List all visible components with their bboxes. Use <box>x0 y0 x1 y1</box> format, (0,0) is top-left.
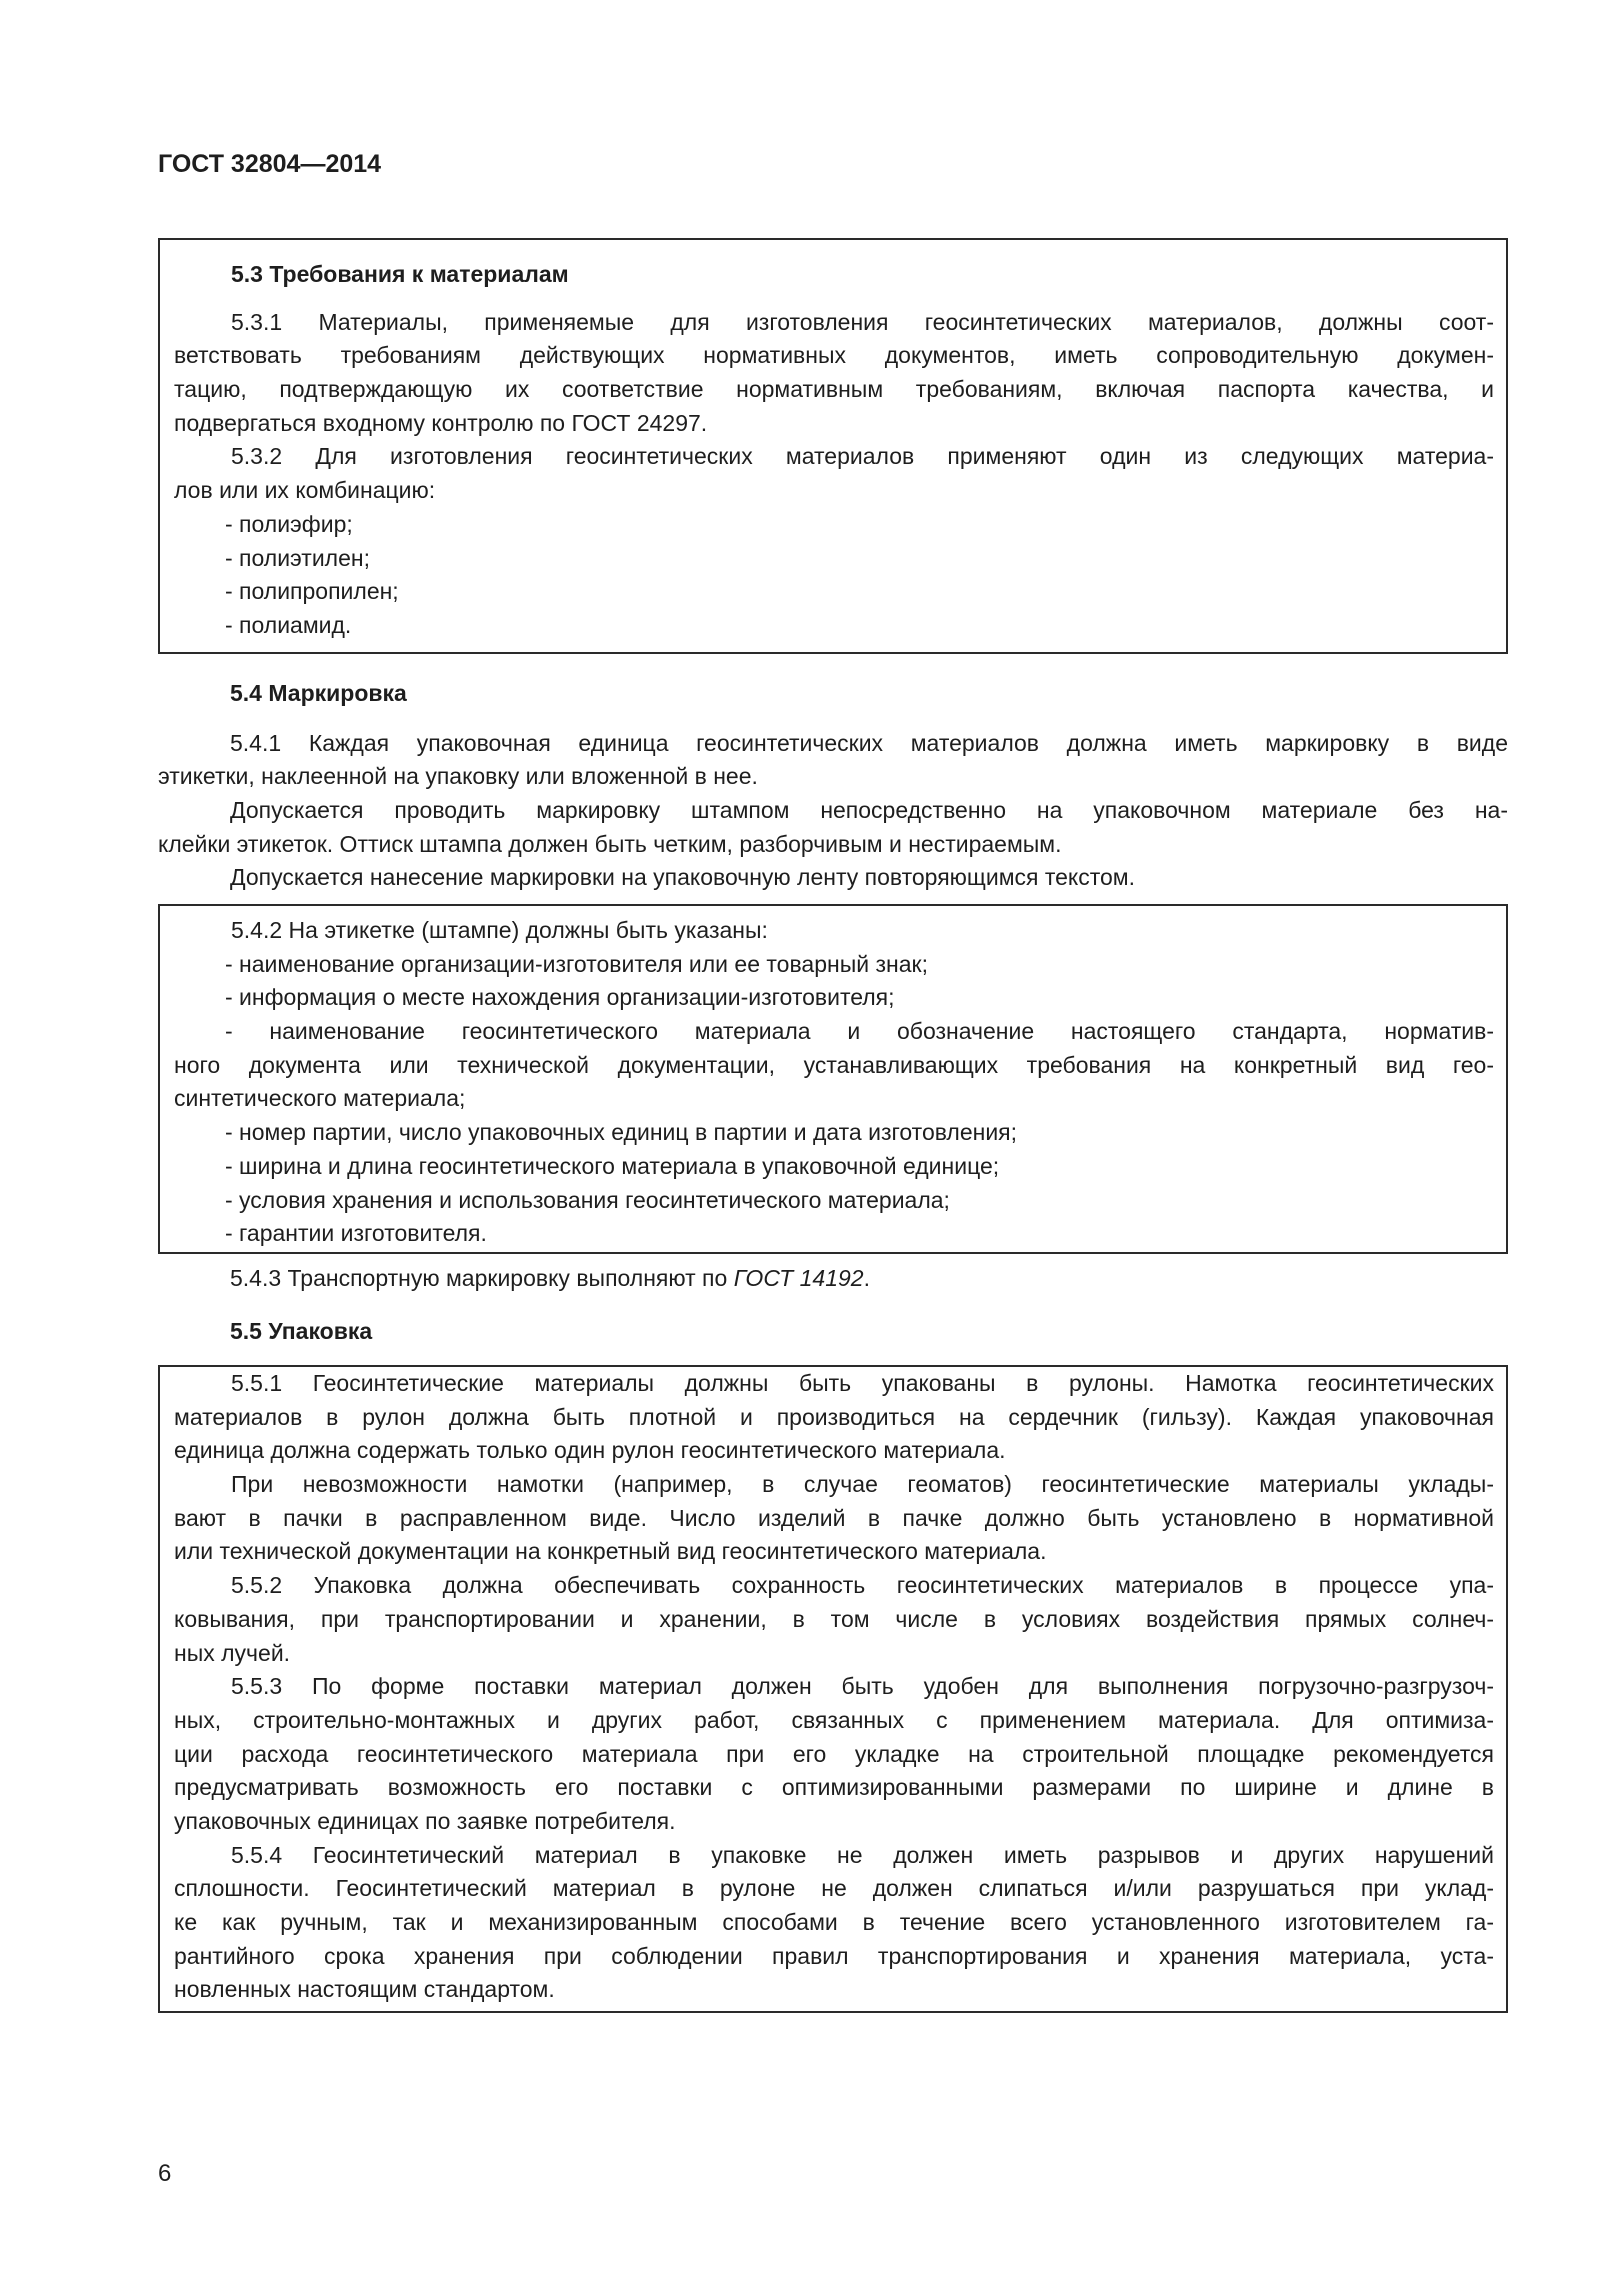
clause-text: 5.4.3 Транспортную маркировку выполняют по <box>230 1265 734 1291</box>
list-item-line: - номер партии, число упаковочных единиц в партии и дата изготовления; <box>225 1119 1018 1146</box>
paragraph-line: или технической документации на конкретный вид геосинтетического материала. <box>174 1538 1047 1565</box>
paragraph-line: единица должна содержать только один рулон геосинтетического материала. <box>174 1437 1006 1464</box>
paragraph-line: ных, строительно-монтажных и других работ, связанных с применением материала. Для оптимиза- <box>174 1706 1494 1733</box>
section-5-3-box <box>158 238 1508 654</box>
paragraph-line: рантийного срока хранения при соблюдении правил транспортирования и хранения материала, уста- <box>174 1942 1494 1969</box>
section-heading: 5.4 Маркировка <box>230 680 407 706</box>
paragraph-line: предусматривать возможность его поставки с оптимизированными размерами по ширине и длине в <box>174 1774 1494 1801</box>
paragraph-line: 5.5.3 По форме поставки материал должен быть удобен для выполнения погрузочно-разгрузоч- <box>231 1673 1494 1700</box>
paragraph-line: подвергаться входному контролю по ГОСТ 24297. <box>174 409 708 436</box>
clause-end: . <box>863 1265 870 1291</box>
paragraph-line: 5.5.4 Геосинтетический материал в упаковке не должен иметь разрывов и других нарушений <box>231 1841 1494 1868</box>
list-item-line: - ширина и длина геосинтетического материала в упаковочной единице; <box>225 1152 1000 1179</box>
page-number: 6 <box>158 2160 172 2187</box>
section-5-4 <box>158 677 1508 895</box>
clause-5-4-3 <box>158 1262 1508 1348</box>
paragraph-line: 5.3.2 Для изготовления геосинтетических материалов применяют один из следующих материа- <box>231 443 1494 470</box>
paragraph-line: ковывания, при транспортировании и хранении, в том числе в условиях воздействия прямых солнеч- <box>174 1605 1494 1632</box>
paragraph-line: ции расхода геосинтетического материала при его укладке на строительной площадке рекомендуется <box>174 1740 1494 1767</box>
paragraph-line: тацию, подтверждающую их соответствие нормативным требованиям, включая паспорта качества, и <box>174 376 1494 403</box>
paragraph-line: материалов в рулон должна быть плотной и производиться на сердечник (гильзу). Каждая упаковочная <box>174 1403 1494 1430</box>
list-item-line: ного документа или технической документации, устанавливающих требования на конкретный вид гео- <box>174 1051 1494 1078</box>
paragraph-line: ке как ручным, так и механизированным способами в течение всего установленного изготовителем га- <box>174 1909 1494 1935</box>
paragraph-line: этикетки, наклеенной на упаковку или вложенной в нее. <box>158 763 758 790</box>
section-5-5-box <box>158 1365 1508 2013</box>
section-body <box>174 914 1494 1251</box>
paragraph-line: упаковочных единицах по заявке потребителя. <box>174 1807 676 1834</box>
paragraph-line: ветствовать требованиям действующих нормативных документов, иметь сопроводительную докумен- <box>174 342 1494 369</box>
paragraph-line: клейки этикеток. Оттиск штампа должен быть четким, разборчивым и нестираемым. <box>158 830 1062 857</box>
text-line <box>158 1262 1508 1296</box>
list-item-line: - полиэфир; <box>225 510 353 537</box>
list-item-line: - полипропилен; <box>225 578 399 605</box>
standard-reference: ГОСТ 14192 <box>733 1265 864 1291</box>
paragraph-line: ных лучей. <box>174 1639 291 1666</box>
list-item-line: - наименование организации-изготовителя или ее товарный знак; <box>225 950 928 977</box>
section-body <box>174 1367 1494 2007</box>
paragraph-line: 5.4.1 Каждая упаковочная единица геосинтетических материалов должна иметь маркировку в виде <box>230 729 1508 756</box>
paragraph-line: 5.3.1 Материалы, применяемые для изготовления геосинтетических материалов, должны соот- <box>231 308 1494 335</box>
section-body <box>158 727 1508 895</box>
list-item-line: - информация о месте нахождения организации-изготовителя; <box>225 984 895 1011</box>
paragraph-line: 5.5.1 Геосинтетические материалы должны быть упакованы в рулоны. Намотка геосинтетических <box>231 1370 1494 1396</box>
paragraph-line: вают в пачки в расправленном виде. Число изделий в пачке должно быть установлено в нормативной <box>174 1504 1494 1531</box>
section-heading: 5.3 Требования к материалам <box>231 261 569 287</box>
paragraph-line: новленных настоящим стандартом. <box>174 1976 555 2003</box>
list-item-line: - наименование геосинтетического материала и обозначение настоящего стандарта, норматив- <box>225 1018 1494 1045</box>
paragraph-line: Допускается нанесение маркировки на упаковочную ленту повторяющимся текстом. <box>230 864 1136 891</box>
list-item-line: - полиэтилен; <box>225 544 370 571</box>
paragraph-line: Допускается проводить маркировку штампом непосредственно на упаковочном материале без на- <box>230 797 1508 824</box>
list-item-line: синтетического материала; <box>174 1085 466 1112</box>
list-item-line: - условия хранения и использования геосинтетического материала; <box>225 1186 950 1213</box>
paragraph-line: 5.5.2 Упаковка должна обеспечивать сохранность геосинтетических материалов в процессе упа- <box>231 1572 1494 1599</box>
clause-5-4-2-box <box>158 904 1508 1254</box>
paragraph-line: При невозможности намотки (например, в случае геоматов) геосинтетические материалы уклады- <box>231 1471 1494 1498</box>
paragraph-line: сплошности. Геосинтетический материал в рулоне не должен слипаться и/или разрушаться при уклад- <box>174 1875 1494 1902</box>
document-header: ГОСТ 32804—2014 <box>158 150 382 178</box>
section-heading: 5.5 Упаковка <box>230 1317 373 1344</box>
paragraph-line: 5.4.2 На этикетке (штампе) должны быть указаны: <box>231 917 768 943</box>
paragraph-line: лов или их комбинацию: <box>174 477 436 504</box>
list-item-line: - гарантии изготовителя. <box>225 1220 487 1247</box>
list-item-line: - полиамид. <box>225 611 352 638</box>
section-body <box>174 306 1494 643</box>
